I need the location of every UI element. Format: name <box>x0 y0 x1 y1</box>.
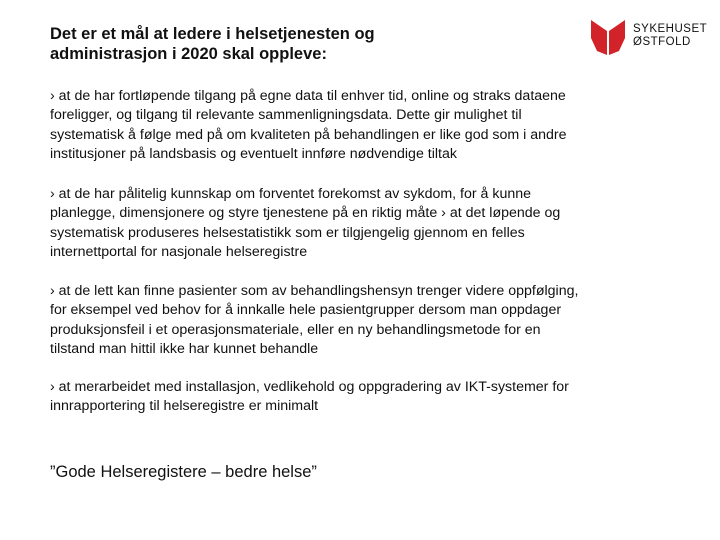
paragraph-line: internettportal for nasjonale helseregistre <box>50 244 308 261</box>
paragraph-line: produksjonsfeil i et operasjonsmateriale, eller en ny behandlingsmetode for en <box>50 321 541 338</box>
paragraph-line: planlegge, dimensjonere og styre tjenestene på en riktig måte › at det løpende og <box>50 205 561 222</box>
paragraph-line: › at merarbeidet med installasjon, vedlikehold og oppgradering av IKT-systemer for <box>50 379 569 395</box>
butterfly-icon <box>587 16 629 58</box>
paragraph-2 <box>50 185 690 263</box>
title-line-2: administrasjon i 2020 skal oppleve: <box>50 45 327 63</box>
paragraph-line: foreligger, og tilgang til relevante sammenligningsdata. Dette gir mulighet til <box>50 107 522 124</box>
paragraph-line: innrapportering til helseregistre er minimalt <box>50 398 319 415</box>
slogan: ”Gode Helseregistere – bedre helse” <box>50 463 317 481</box>
logo-line-1: SYKEHUSET <box>633 23 708 35</box>
logo-wordmark <box>633 23 707 49</box>
paragraph-1 <box>50 87 690 165</box>
paragraph-line: › at de har fortløpende tilgang på egne data til enhver tid, online og straks dataene <box>50 88 566 104</box>
paragraph-line: institusjoner på landsbasis og eventuelt innføre nødvendige tiltak <box>50 146 457 163</box>
page-title <box>50 24 570 64</box>
paragraph-line: systematisk produseres helsestatistikk som er tilgjengelig gjennom en felles <box>50 224 525 241</box>
paragraph-line: tilstand man hittil ikke har kunnet behandle <box>50 341 319 358</box>
paragraph-3 <box>50 282 690 360</box>
paragraph-4 <box>50 378 690 417</box>
title-line-1: Det er et mål at ledere i helsetjenesten og <box>50 25 375 43</box>
sykehuset-ostfold-logo <box>587 16 713 60</box>
paragraph-line: › at de lett kan finne pasienter som av behandlingshensyn trenger videre oppfølging, <box>50 283 579 299</box>
paragraph-line: › at de har pålitelig kunnskap om forventet forekomst av sykdom, for å kunne <box>50 186 532 202</box>
paragraph-line: systematisk å følge med på om kvaliteten på behandlingen er like god som i andre <box>50 126 567 143</box>
paragraph-line: for eksempel ved behov for å innkalle hele pasientgrupper dersom man oppdager <box>50 302 562 319</box>
logo-line-2: ØSTFOLD <box>633 36 691 48</box>
